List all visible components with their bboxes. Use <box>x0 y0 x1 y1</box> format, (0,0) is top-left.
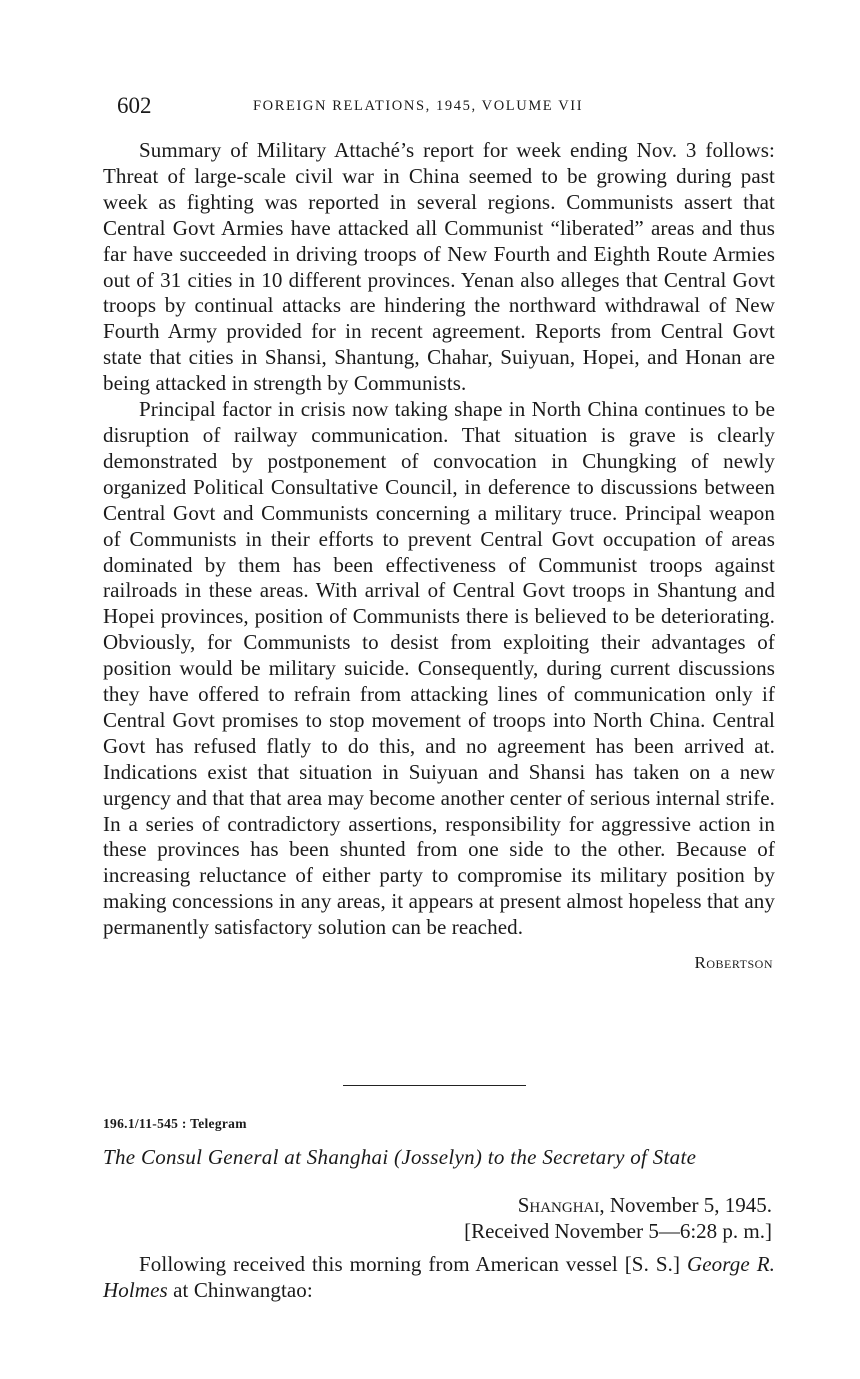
dateline-place-date <box>464 1192 772 1218</box>
vessel-name: George R. Holmes <box>103 1252 775 1302</box>
dateline-place: Shanghai <box>517 1193 600 1217</box>
telegram-body <box>103 138 775 973</box>
received-line: [Received November 5—6:28 p. m.] <box>464 1219 772 1243</box>
page-number: 602 <box>117 93 152 118</box>
running-head: FOREIGN RELATIONS, 1945, VOLUME VII <box>253 98 584 114</box>
document-title: The Consul General at Shanghai (Josselyn) to the Secretary of State <box>103 1145 697 1169</box>
telegram-opening <box>103 1251 775 1303</box>
paragraph-following <box>103 1251 775 1303</box>
opening-text-end: at Chinwangtao: <box>167 1278 313 1302</box>
section-divider <box>343 1085 526 1086</box>
paragraph-summary: Summary of Military Attaché’s report for week ending Nov. 3 follows: Threat of large-scale civil war in China seemed to be growing during past week as fighting was reported in several regions. Communists assert that Central Govt Armies have attacked all Communist “liberated” areas and thus far have succeeded in driving troops of New Fourth and Eighth Route Armies out of 31 cities in 10 different provinces. Yenan also alleges that Central Govt troops by continual attacks are hindering the northward withdrawal of New Fourth Army provided for in recent agreement. Reports from Central Govt state that cities in Shansi, Shantung, Chahar, Suiyuan, Hopei, and Honan are being attacked in strength by Communists. <box>103 138 775 396</box>
dateline <box>464 1192 772 1244</box>
signature: Robertson <box>694 953 773 973</box>
opening-text: Following received this morning from American vessel [S. S.] <box>139 1252 681 1276</box>
dateline-date: , November 5, 1945. <box>599 1193 772 1217</box>
paragraph-principal-factor: Principal factor in crisis now taking shape in North China continues to be disruption of railway communication. That situation is grave is clearly demonstrated by postponement of convocation in Chungking of newly organized Political Consultative Council, in deference to discussions between Central Govt and Communists concerning a military truce. Principal weapon of Communists in their efforts to prevent Central Govt occupation of areas dominated by them has been effectiveness of Communist troops against railroads in these areas. With arrival of Central Govt troops in Shantung and Hopei provinces, position of Communists there is believed to be deteriorating. Obviously, for Communists to desist from exploiting their advantages of position would be military suicide. Consequently, during current discussions they have offered to refrain from attacking lines of communication only if Central Govt promises to stop movement of troops into North China. Central Govt has refused flatly to do this, and no agreement has been arrived at. Indications exist that situation in Suiyuan and Shansi has taken on a new urgency and that that area may become another center of serious internal strife. In a series of contradictory assertions, responsibility for aggressive action in these provinces has been shunted from one side to the other. Because of increasing reluctance of either party to compromise its military position by making concessions in any areas, it appears at present almost hopeless that any permanently satisfactory solution can be reached. <box>103 397 775 940</box>
page-header <box>103 93 773 123</box>
file-reference: 196.1/11-545 : Telegram <box>103 1116 247 1131</box>
